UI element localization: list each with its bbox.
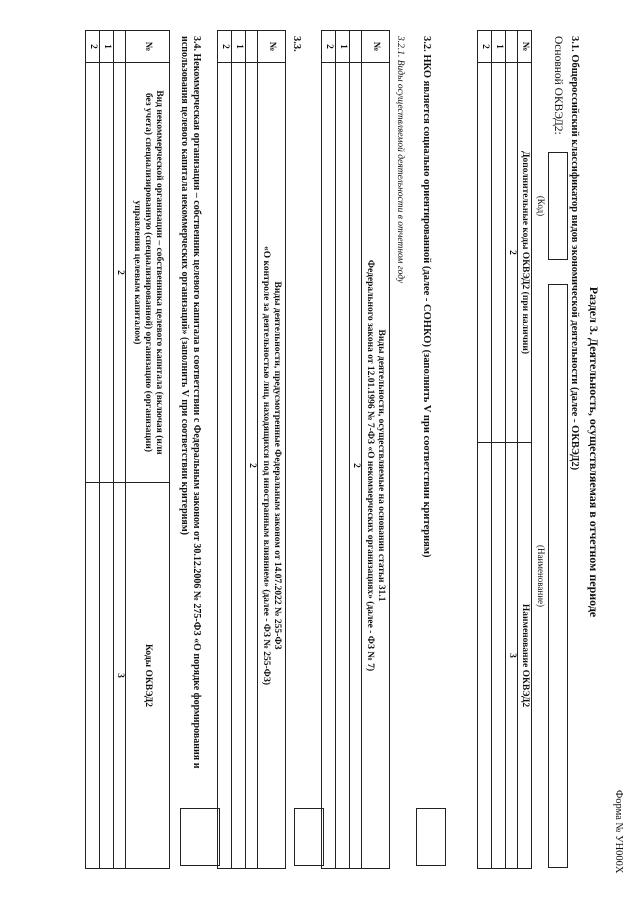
- header-num-index: 2: [506, 63, 518, 443]
- table-row: [232, 31, 246, 869]
- table-row: [218, 31, 232, 869]
- header-line: Федерального закона от 12.01.1996 № 7-ФЗ «О некоммерческих организациях» (далее - ФЗ № 7): [365, 259, 376, 672]
- table-cell[interactable]: [86, 63, 100, 483]
- code-caption: (Код): [536, 195, 546, 217]
- table-cell[interactable]: [492, 63, 506, 443]
- row-number: 2: [478, 31, 492, 63]
- header-num-index: 2: [246, 63, 258, 869]
- header-num-index: [114, 31, 126, 63]
- s32-sub: 3.2.1. Виды осуществляемой деятельности в отчетном году: [395, 36, 405, 284]
- s34-heading-1: 3.4. Некоммерческая организация – собственник целевого капитала в соответствии с Федеральным законом от 30.12.2006 № 275-ФЗ «О порядке формирования и: [191, 36, 202, 769]
- sonko-checkbox[interactable]: [416, 808, 446, 866]
- header-num-index: [246, 31, 258, 63]
- table-cell[interactable]: [218, 63, 232, 869]
- header-num-index: 2: [350, 63, 362, 869]
- s34-table: [85, 30, 170, 869]
- form-label: Форма № УН000Х: [613, 790, 624, 874]
- header-okved-name: Наименование ОКВЭД2: [518, 443, 532, 869]
- header-activity-types: [362, 63, 390, 869]
- s31-table: [477, 30, 532, 869]
- s34-checkbox[interactable]: [180, 808, 220, 866]
- table-cell[interactable]: [100, 483, 114, 869]
- header-extra-codes: Дополнительные коды ОКВЭД2 (при наличии): [518, 63, 532, 443]
- header-num: №: [126, 31, 170, 63]
- row-number: 1: [232, 31, 246, 63]
- s32-table: [321, 30, 390, 869]
- header-num: №: [518, 31, 532, 63]
- header-npo-type: [126, 63, 170, 483]
- s33-table: [217, 30, 286, 869]
- table-cell[interactable]: [478, 443, 492, 869]
- table-cell[interactable]: [478, 63, 492, 443]
- header-num-index: [350, 31, 362, 63]
- table-row: [322, 31, 336, 869]
- row-number: 2: [218, 31, 232, 63]
- header-num-index: [506, 31, 518, 63]
- s33-heading: 3.3.: [291, 36, 302, 52]
- header-num-index: 2: [114, 63, 126, 483]
- header-line: Виды деятельности, предусмотренные Федеральным законом от 14.07.2022 № 255-ФЗ: [272, 281, 283, 650]
- table-cell[interactable]: [86, 483, 100, 869]
- header-okved-codes: Коды ОКВЭД2: [126, 483, 170, 869]
- table-row: [478, 31, 492, 869]
- s33-checkbox[interactable]: [294, 808, 324, 866]
- table-row: [336, 31, 350, 869]
- main-okved-code-field[interactable]: [548, 152, 568, 260]
- table-cell[interactable]: [232, 63, 246, 869]
- s34-heading-2: использования целевого капитала некоммерческих организаций» (заполнить V при соответствии критериям): [179, 36, 190, 535]
- header-line: Виды деятельности, осуществляемые на основании статьи 31.1: [376, 329, 387, 602]
- table-row: [492, 31, 506, 869]
- row-number: 2: [322, 31, 336, 63]
- name-caption: (Наименование): [536, 544, 546, 608]
- header-num-index: 3: [506, 443, 518, 869]
- header-line: Вид некоммерческой организации – собственника целевого капитала (включая (или: [154, 90, 164, 455]
- header-line: «О контроле за деятельностью лиц, находящихся под иностранным влиянием» (далее - ФЗ № 255-ФЗ): [261, 245, 272, 686]
- header-line: управления целевым капиталом): [132, 200, 142, 345]
- row-number: 2: [86, 31, 100, 63]
- section-title: Раздел 3. Деятельность, осуществляемая в отчетном периоде: [587, 286, 601, 618]
- table-cell[interactable]: [492, 443, 506, 869]
- main-okved-name-field[interactable]: [548, 284, 568, 868]
- table-cell[interactable]: [336, 63, 350, 869]
- table-row: [86, 31, 100, 869]
- table-row: [100, 31, 114, 869]
- table-cell[interactable]: [322, 63, 336, 869]
- header-num-index: 3: [114, 483, 126, 869]
- row-number: 1: [100, 31, 114, 63]
- table-cell[interactable]: [100, 63, 114, 483]
- row-number: 1: [492, 31, 506, 63]
- header-num: №: [258, 31, 286, 63]
- header-num: №: [362, 31, 390, 63]
- s31-main-label: Основной ОКВЭД2:: [552, 36, 564, 135]
- header-activity-types: [258, 63, 286, 869]
- s31-heading: 3.1. Общероссийский классификатор видов экономической деятельности (далее - ОКВЭД2): [569, 36, 580, 471]
- s32-heading: 3.2. НКО является социально ориентированной (далее - СОНКО) (заполнить V при соответствии критериям): [421, 36, 432, 558]
- header-line: без учета) специализированную (специализированной) организацию (организации): [143, 92, 153, 453]
- row-number: 1: [336, 31, 350, 63]
